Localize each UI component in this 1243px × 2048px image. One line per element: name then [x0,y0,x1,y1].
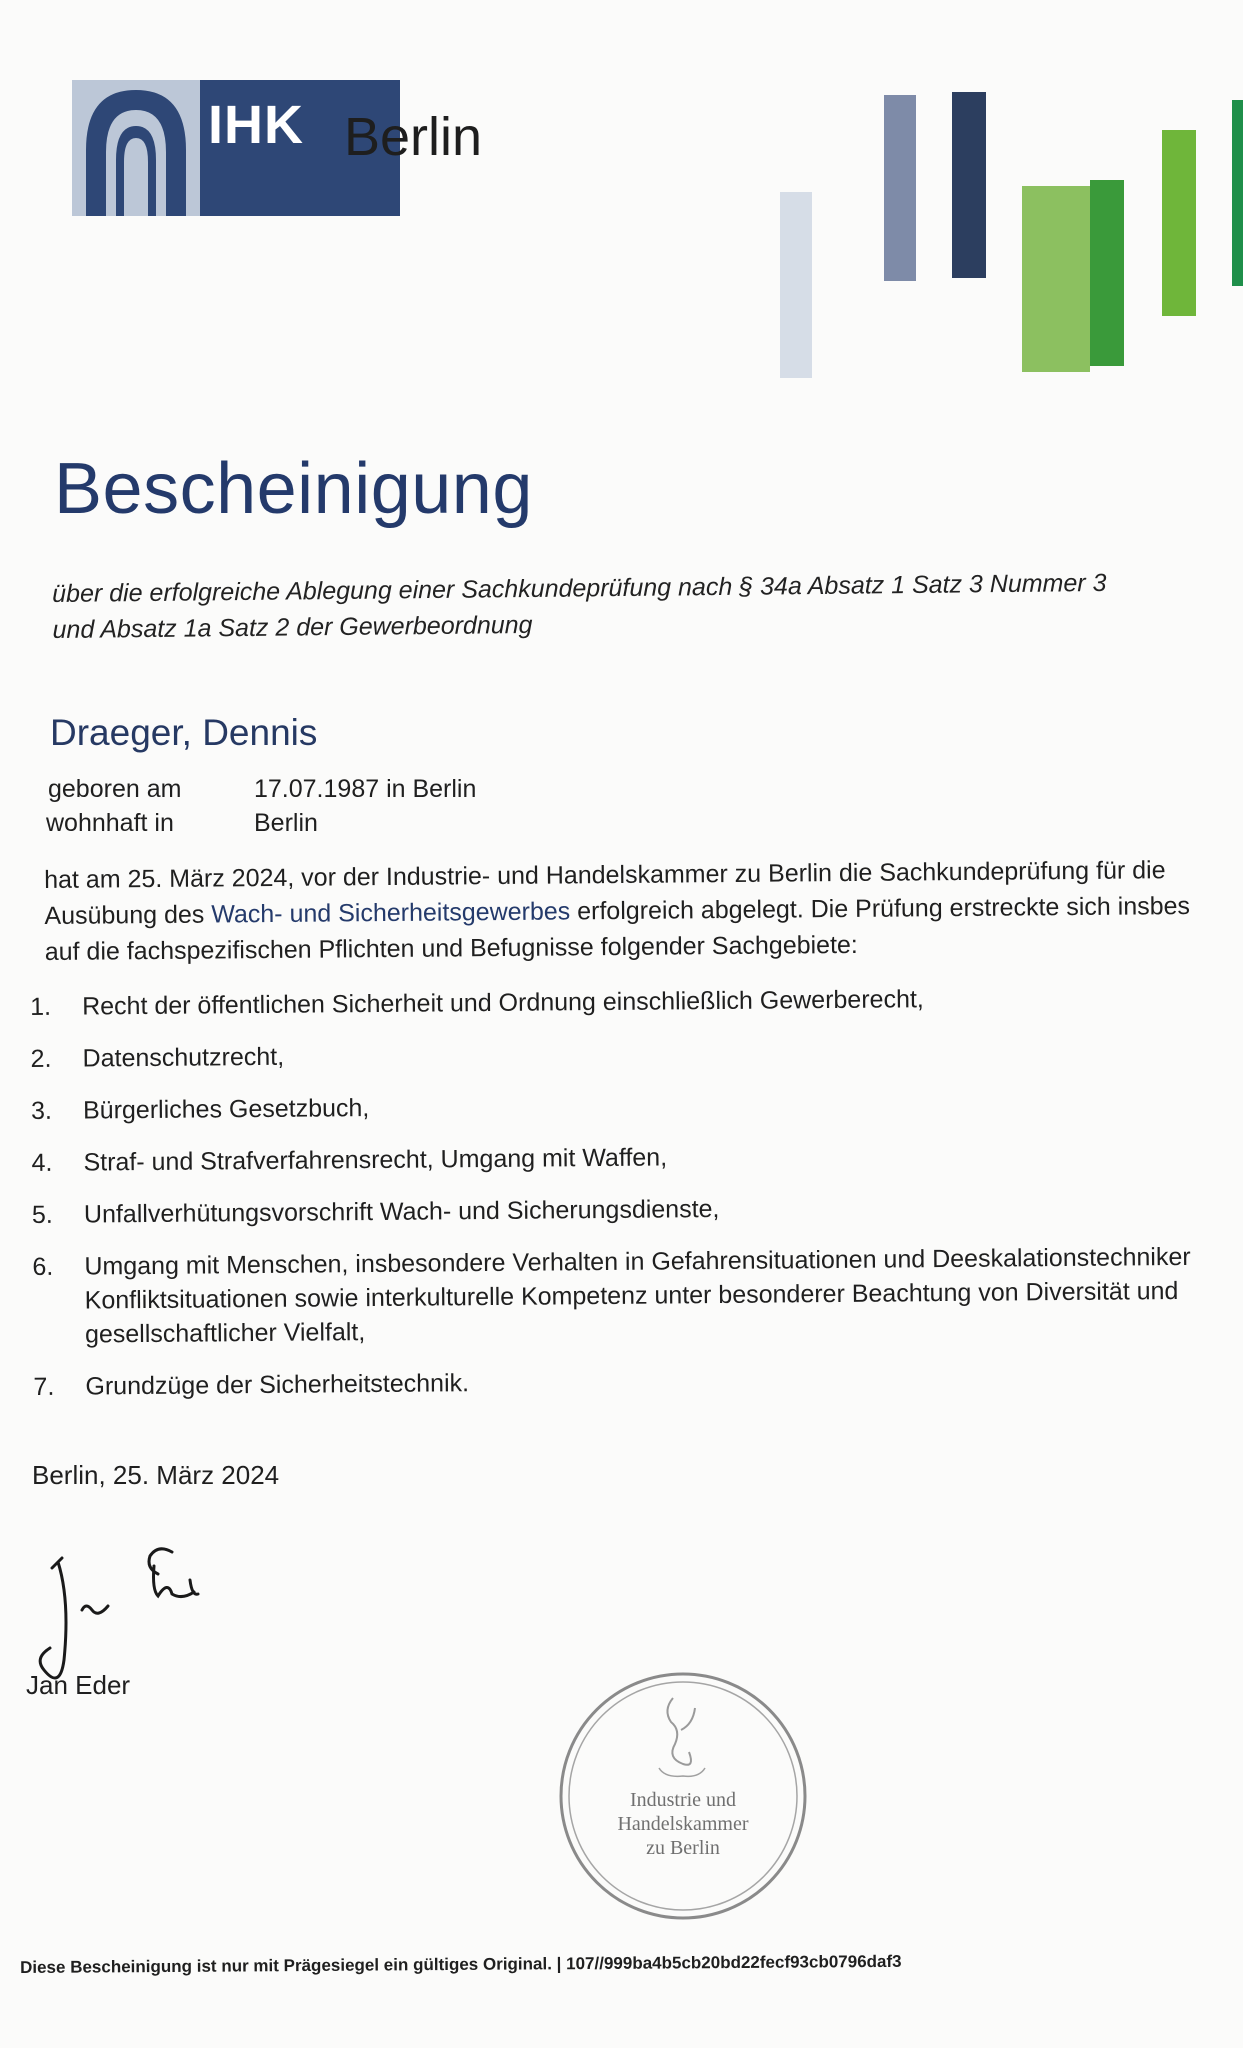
body-text-segment: Ausübung des [44,900,212,930]
document-subtitle [52,564,1173,648]
decor-bar [884,95,916,281]
subtitle-line: über die erfolgreiche Ablegung einer Sachkundeprüfung nach § 34a Absatz 1 Satz 3 Nummer 3 [52,568,1107,608]
subject-item [32,1187,1243,1232]
subject-text: Datenschutzrecht, [82,1042,285,1073]
body-paragraph [44,852,1243,970]
document-title: Bescheinigung [54,449,533,529]
embossed-seal [555,1668,811,1924]
subject-text: Recht der öffentlichen Sicherheit und Ordnung einschließlich Gewerberecht, [82,985,924,1021]
born-value: 17.07.1987 in Berlin [254,775,477,803]
residence-label: wohnhaft in [46,809,174,837]
holder-name: Draeger, Dennis [50,712,318,753]
body-text-segment: erfolgreich abgelegt. Die Prüfung erstreckte sich insbes [570,892,1191,926]
subject-list [30,979,1243,1404]
handwritten-signature [22,1540,212,1680]
decor-bar [1232,100,1243,286]
subtitle-line: und Absatz 1a Satz 2 der Gewerbeordnung [52,610,533,644]
subject-text: Konfliktsituationen sowie interkulturelle Kompetenz unter besonderer Beachtung von Diversität und [84,1276,1179,1315]
ihk-berlin-logo [72,80,492,220]
trade-highlight: Wach- und Sicherheitsgewerbes [211,897,571,929]
seal-text-line: Industrie und [629,1789,737,1811]
decor-bar [952,92,986,278]
signer-name: Jan Eder [26,1670,131,1700]
validity-footer: Diese Bescheinigung ist nur mit Prägesiegel ein gültiges Original. | 107//999ba4b5cb20bd22fecf93cb0796daf3 [20,1951,902,1977]
subject-text: Umgang mit Menschen, insbesondere Verhalten in Gefahrensituationen und Deeskalationstechniker [84,1242,1191,1281]
body-line: auf die fachspezifischen Pflichten und Befugnisse folgender Sachgebiete: [44,930,858,966]
subject-item [33,1359,1243,1404]
arch-logo-mark [72,80,200,216]
subject-number: 7. [33,1372,55,1401]
decor-bar [1162,130,1196,316]
logo-city-text: Berlin [344,107,483,167]
subject-item [30,979,1243,1024]
seal-text-line: Handelskammer [617,1813,749,1835]
subject-text: Bürgerliches Gesetzbuch, [82,1094,370,1125]
logo-ihk-text: IHK [208,95,304,155]
subject-number: 2. [30,1044,52,1073]
subject-text: Unfallverhütungsvorschrift Wach- und Sicherungsdienste, [83,1194,720,1229]
subject-item [30,1031,1243,1076]
body-line: hat am 25. März 2024, vor der Industrie- und Handelskammer zu Berlin die Sachkundeprüfung für die [44,856,1166,894]
subject-item [31,1083,1243,1128]
decor-bar [1090,180,1124,366]
subject-item [31,1135,1243,1180]
decor-bar [780,192,812,378]
subject-text: Straf- und Strafverfahrensrecht, Umgang mit Waffen, [83,1143,668,1177]
residence-value: Berlin [254,809,318,837]
subject-text: gesellschaftlicher Vielfalt, [84,1318,366,1349]
subject-item [32,1239,1243,1352]
subject-number: 1. [30,992,52,1021]
subject-number: 5. [31,1200,53,1229]
subject-number: 6. [32,1252,54,1281]
subject-number: 3. [30,1096,53,1125]
born-label: geboren am [48,775,182,803]
subject-number: 4. [31,1148,53,1177]
place-date: Berlin, 25. März 2024 [32,1460,280,1490]
seal-text-line: zu Berlin [646,1837,720,1859]
decor-bar [1022,186,1090,372]
subject-text: Grundzüge der Sicherheitstechnik. [85,1369,470,1401]
